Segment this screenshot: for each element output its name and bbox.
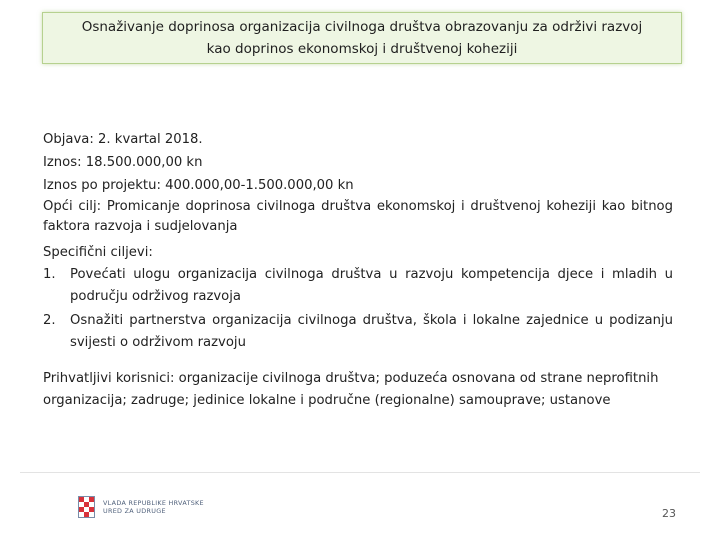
list-item-text: Osnažiti partnerstva organizacija civilnoga društva, škola i lokalne zajednice u podizanju svijesti o održivom razvoju	[70, 313, 673, 350]
list-item-number: 2.	[43, 313, 56, 328]
objava-line	[43, 128, 673, 151]
logo-line-1: VLADA REPUBLIKE HRVATSKE	[103, 499, 204, 507]
list-item	[43, 310, 673, 354]
iznos-value: 18.500.000,00 kn	[85, 155, 203, 170]
list-item	[43, 264, 673, 308]
recipients-label: Prihvatljivi korisnici:	[43, 371, 175, 386]
specific-goals-list	[43, 264, 673, 354]
slide-title-line-1: Osnaživanje doprinosa organizacija civilnoga društva obrazovanju za održivi razvoj	[81, 19, 643, 35]
slide-title	[42, 12, 682, 64]
page-number: 23	[662, 507, 676, 520]
iznos-label: Iznos:	[43, 155, 82, 170]
recipients-text: organizacije civilnoga društva; poduzeća osnovana od strane neprofitnih organizacija; zadruge; jedinice lokalne i područne (regionalne) samouprave; ustanove	[43, 371, 659, 408]
iznos-projekt-value: 400.000,00-1.500.000,00 kn	[165, 178, 354, 193]
iznos-projekt-line	[43, 174, 673, 197]
footer-divider	[20, 472, 700, 473]
objava-value: 2. kvartal 2018.	[98, 132, 203, 147]
cilj-label: Opći cilj:	[43, 199, 102, 214]
government-logo	[78, 496, 204, 518]
slide-content	[43, 128, 673, 412]
opci-cilj	[43, 197, 673, 237]
slide-title-line-2: kao doprinos ekonomskoj i društvenoj koheziji	[206, 41, 518, 57]
specificni-ciljevi-label: Specifični ciljevi:	[43, 245, 153, 260]
iznos-projekt-label: Iznos po projektu:	[43, 178, 161, 193]
objava-label: Objava:	[43, 132, 94, 147]
cilj-value: Promicanje doprinosa civilnoga društva ekonomskoj i društvenoj koheziji kao bitnog faktora razvoja i sudjelovanja	[43, 199, 673, 234]
list-item-text: Povećati ulogu organizacija civilnoga društva u razvoju kompetencija djece i mladih u području održivog razvoja	[70, 267, 673, 304]
eligible-recipients	[43, 368, 673, 412]
logo-line-2: URED ZA UDRUGE	[103, 507, 166, 515]
list-item-number: 1.	[43, 267, 56, 282]
iznos-line	[43, 151, 673, 174]
logo-text	[103, 499, 204, 515]
croatian-coat-of-arms-icon	[78, 496, 95, 518]
